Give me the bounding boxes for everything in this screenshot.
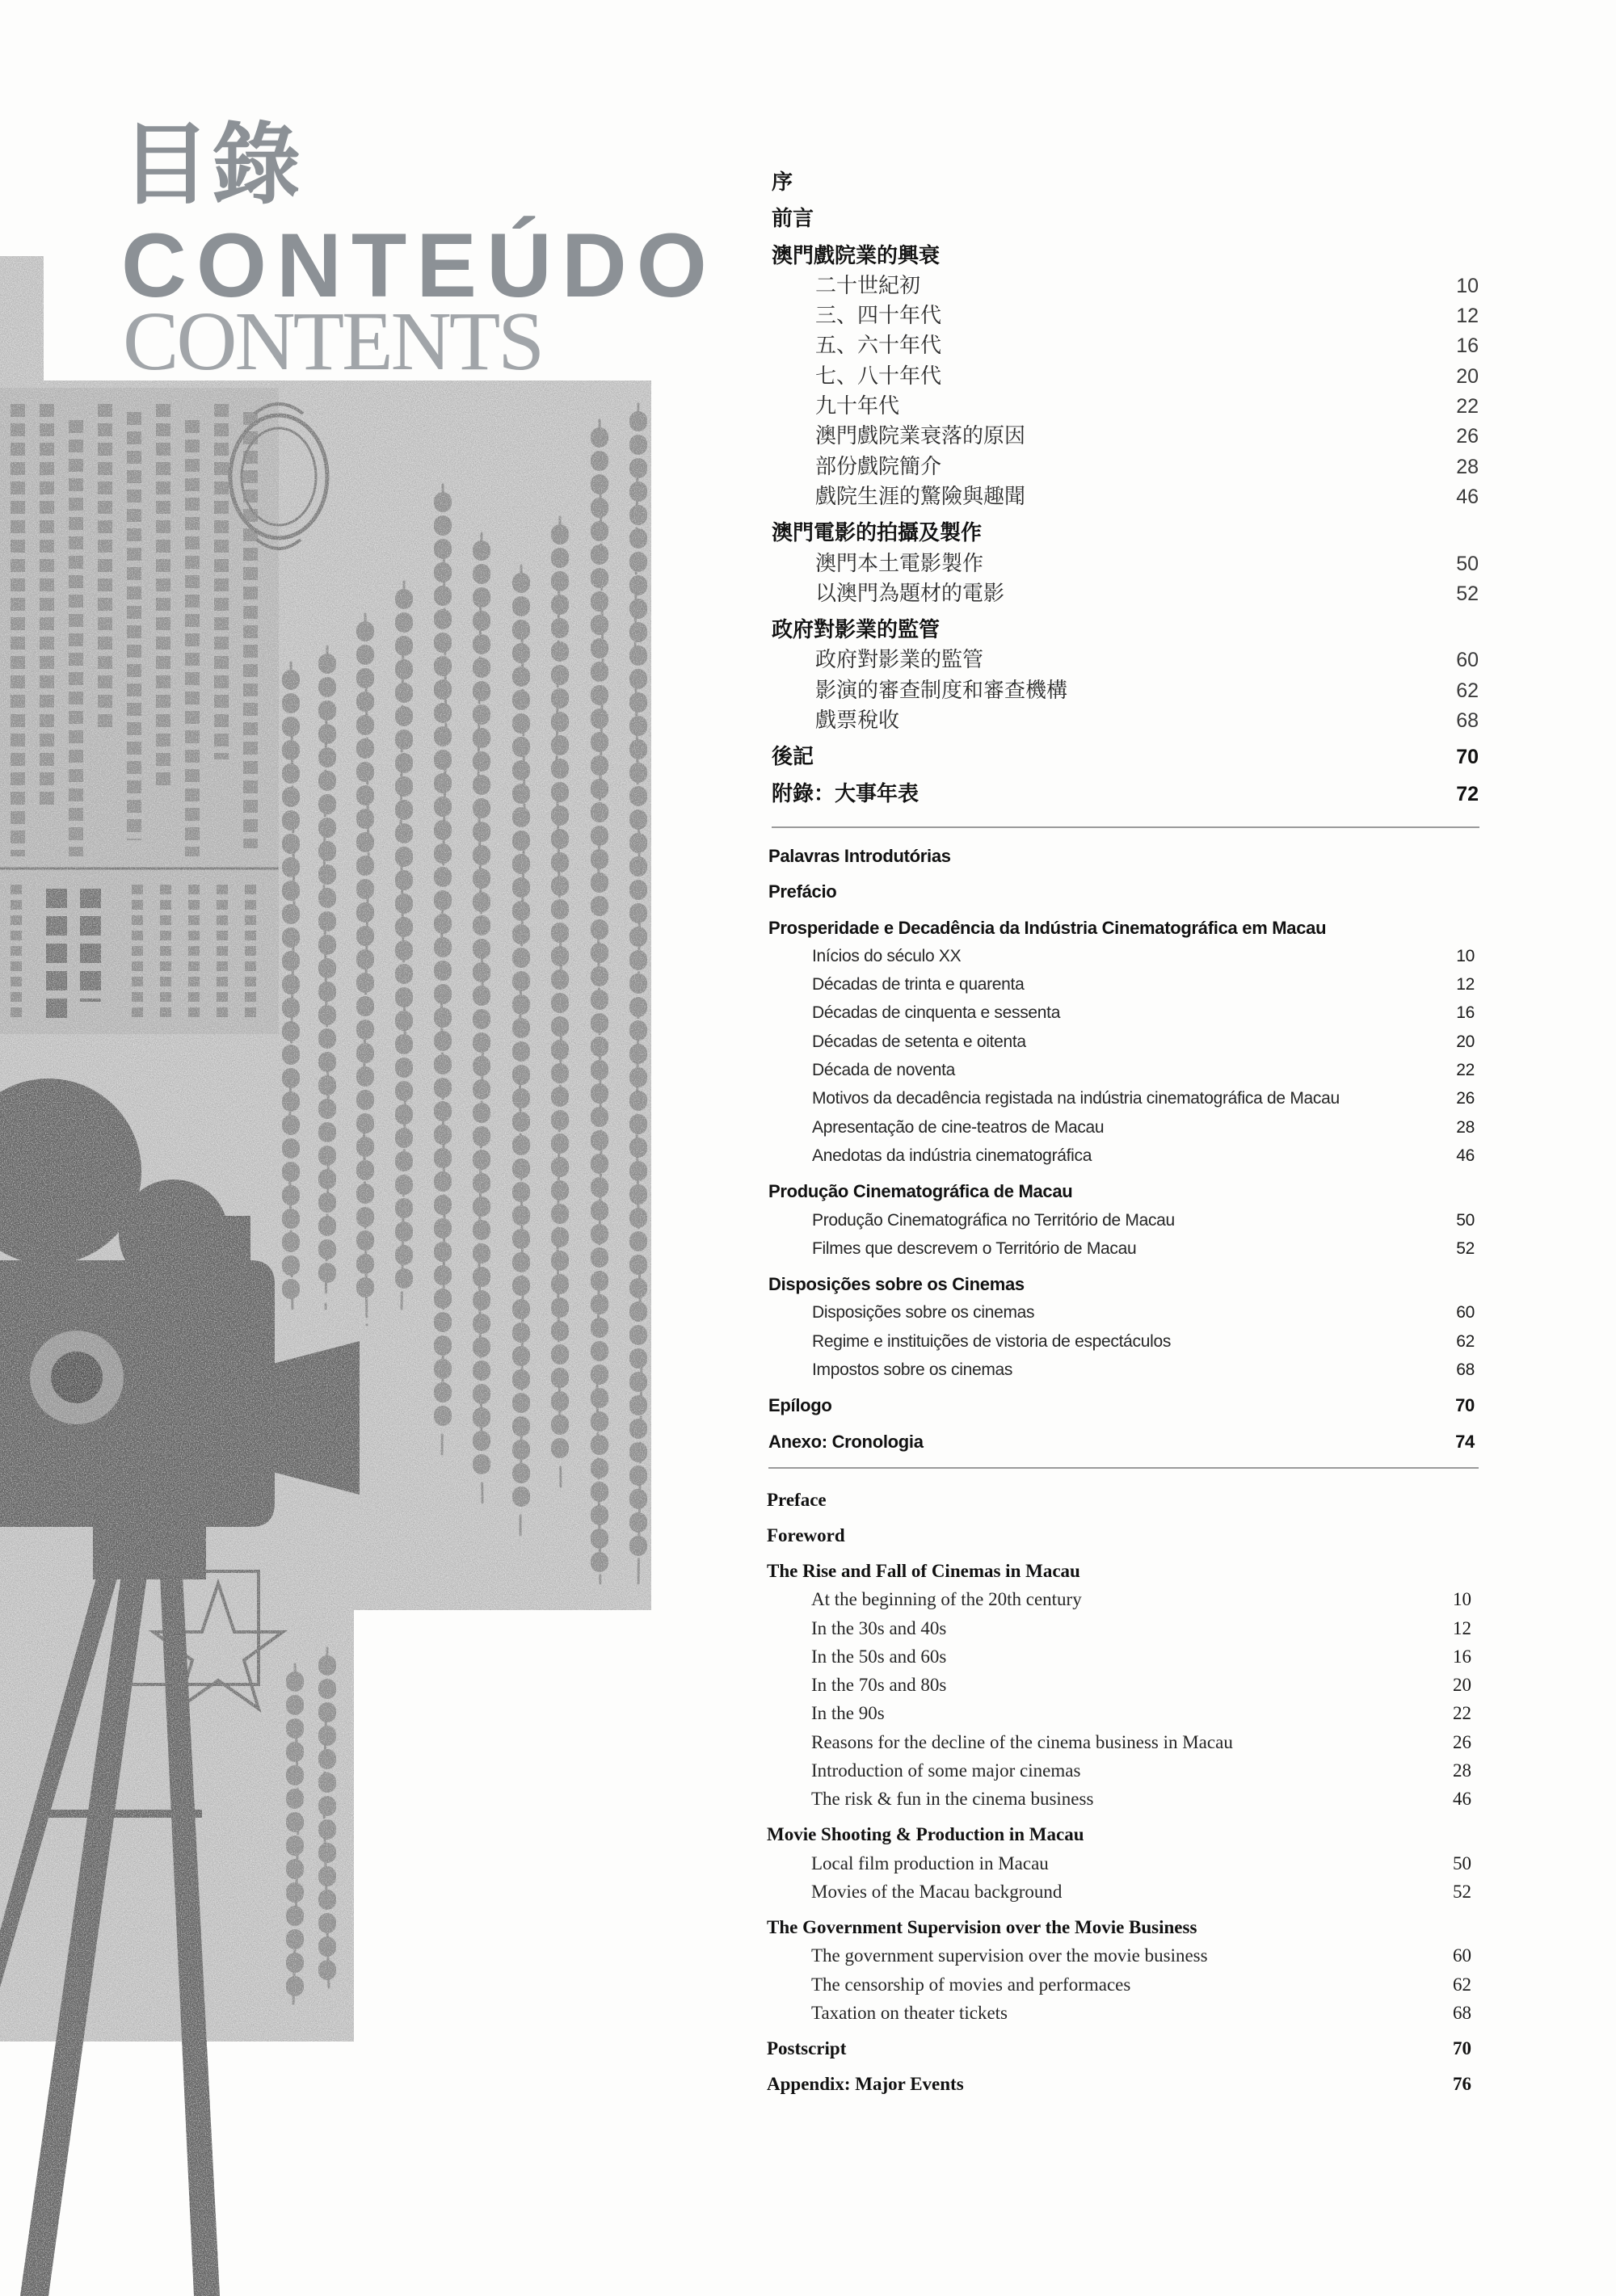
toc-entry-label: 澳門戲院業衰落的原因 bbox=[815, 424, 1026, 449]
toc-heading-row bbox=[768, 877, 1475, 906]
toc-heading-label: Preface bbox=[767, 1490, 827, 1510]
toc-entry-label: In the 50s and 60s bbox=[811, 1646, 947, 1667]
toc-entry-row bbox=[767, 1756, 1471, 1785]
toc-heading-label: 序 bbox=[772, 170, 793, 195]
toc-heading-row bbox=[768, 914, 1475, 942]
toc-heading-label: Anexo: Cronologia bbox=[768, 1431, 924, 1452]
contents-title-english: CONTENTS bbox=[123, 295, 543, 388]
toc-entry-row bbox=[772, 331, 1479, 361]
toc-entry-label: Décadas de setenta e oitenta bbox=[812, 1032, 1026, 1051]
page-number: 16 bbox=[1456, 1003, 1475, 1023]
toc-heading-label: 澳門電影的拍攝及製作 bbox=[772, 521, 983, 546]
toc-entry-label: 戲票稅收 bbox=[815, 709, 900, 734]
toc-entry-label: Anedotas da indústria cinematográfica bbox=[812, 1146, 1092, 1165]
toc-entry-label: Décadas de cinquenta e sessenta bbox=[812, 1003, 1061, 1023]
toc-entry-row bbox=[772, 482, 1479, 512]
toc-heading-label: 政府對影業的監管 bbox=[772, 618, 941, 643]
page-number: 22 bbox=[1453, 1703, 1471, 1724]
page-number: 20 bbox=[1456, 364, 1479, 388]
toc-entry-label: In the 70s and 80s bbox=[811, 1675, 947, 1696]
page-number: 60 bbox=[1456, 1303, 1475, 1323]
toc-heading-label: The Government Supervision over the Movie Business bbox=[767, 1916, 1197, 1937]
toc-entry-label: In the 30s and 40s bbox=[811, 1617, 947, 1638]
toc-entry-label: 七、八十年代 bbox=[815, 364, 942, 389]
toc-heading-row bbox=[768, 1391, 1475, 1419]
toc-entry-label: Taxation on theater tickets bbox=[811, 2002, 1008, 2023]
toc-entry-row bbox=[767, 1728, 1471, 1756]
toc-entry-row bbox=[767, 1585, 1471, 1613]
page-number: 12 bbox=[1456, 975, 1475, 995]
page-number: 12 bbox=[1453, 1617, 1471, 1638]
toc-heading-row bbox=[768, 1270, 1475, 1298]
newspaper-clipping bbox=[0, 388, 279, 1034]
toc-heading-label: 前言 bbox=[772, 207, 814, 232]
toc-entry-row bbox=[772, 579, 1479, 609]
toc-entry-row bbox=[768, 1142, 1475, 1170]
toc-entry-row bbox=[767, 1849, 1471, 1878]
toc-entry-label: 以澳門為題材的電影 bbox=[815, 581, 1005, 606]
section-divider bbox=[768, 1467, 1479, 1469]
toc-entry-label: At the beginning of the 20th century bbox=[811, 1589, 1082, 1610]
toc-entry-label: Local film production in Macau bbox=[811, 1852, 1049, 1873]
page-number: 46 bbox=[1453, 1789, 1471, 1810]
toc-heading-label: The Rise and Fall of Cinemas in Macau bbox=[767, 1560, 1080, 1581]
toc-entry-label: The censorship of movies and performaces bbox=[811, 1974, 1131, 1995]
toc-entry-row bbox=[767, 1878, 1471, 1906]
page-number: 70 bbox=[1456, 746, 1479, 769]
toc-entry-row bbox=[767, 1614, 1471, 1642]
toc-portuguese bbox=[768, 842, 1475, 1456]
toc-entry-row bbox=[768, 1327, 1475, 1356]
page-number: 10 bbox=[1456, 946, 1475, 965]
toc-entry-label: Movies of the Macau background bbox=[811, 1881, 1063, 1902]
page-number: 62 bbox=[1456, 679, 1479, 702]
toc-entry-row bbox=[768, 1056, 1475, 1084]
page-number: 26 bbox=[1453, 1731, 1471, 1752]
toc-heading-label: Produção Cinematográfica de Macau bbox=[768, 1181, 1073, 1202]
toc-entry-row bbox=[768, 1206, 1475, 1234]
toc-heading-label: Foreword bbox=[767, 1524, 845, 1545]
toc-heading-row bbox=[768, 842, 1475, 870]
page-number: 46 bbox=[1456, 485, 1479, 508]
toc-english bbox=[767, 1486, 1471, 2098]
toc-entry-label: 三、四十年代 bbox=[815, 304, 942, 329]
toc-heading-label: Movie Shooting & Production in Macau bbox=[767, 1824, 1084, 1845]
toc-heading-row bbox=[767, 1557, 1471, 1585]
toc-entry-label: Introduction of some major cinemas bbox=[811, 1760, 1081, 1781]
page-number: 68 bbox=[1453, 2002, 1471, 2023]
page-number: 12 bbox=[1456, 305, 1479, 328]
toc-heading-row bbox=[767, 2070, 1471, 2098]
toc-heading-row bbox=[772, 168, 1479, 198]
toc-entry-label: Década de noventa bbox=[812, 1061, 956, 1080]
page-number: 20 bbox=[1453, 1675, 1471, 1696]
toc-entry-label: 戲院生涯的驚險與趣聞 bbox=[815, 484, 1026, 509]
toc-heading-row bbox=[767, 1820, 1471, 1848]
toc-heading-label: 附錄：大事年表 bbox=[772, 781, 920, 806]
toc-entry-label: 部份戲院簡介 bbox=[815, 454, 942, 479]
page-number: 28 bbox=[1456, 455, 1479, 478]
toc-heading-row bbox=[772, 616, 1479, 645]
toc-entry-label: Inícios do século XX bbox=[812, 946, 962, 965]
page-number: 16 bbox=[1456, 334, 1479, 358]
toc-heading-label: Appendix: Major Events bbox=[767, 2073, 964, 2094]
toc-heading-label: 後記 bbox=[772, 745, 814, 770]
page-number: 70 bbox=[1455, 1395, 1475, 1416]
page-number: 52 bbox=[1453, 1881, 1471, 1902]
toc-entry-label: Motivos da decadência registada na indústria cinematográfica de Macau bbox=[812, 1089, 1340, 1108]
page-number: 46 bbox=[1456, 1146, 1475, 1165]
toc-entry-row bbox=[768, 1298, 1475, 1327]
toc-entry-label: Décadas de trinta e quarenta bbox=[812, 975, 1025, 995]
page-number: 28 bbox=[1456, 1117, 1475, 1137]
toc-entry-row bbox=[772, 392, 1479, 422]
toc-entry-row bbox=[768, 942, 1475, 970]
page-number: 52 bbox=[1456, 1238, 1475, 1258]
page-number: 26 bbox=[1456, 1089, 1475, 1108]
toc-heading-row bbox=[772, 242, 1479, 271]
page-number: 50 bbox=[1453, 1852, 1471, 1873]
page-number: 10 bbox=[1456, 274, 1479, 297]
page-number: 52 bbox=[1456, 582, 1479, 605]
page-number: 60 bbox=[1456, 649, 1479, 672]
toc-entry-label: Reasons for the decline of the cinema business in Macau bbox=[811, 1731, 1233, 1752]
toc-heading-row bbox=[767, 1486, 1471, 1514]
page-number: 62 bbox=[1456, 1331, 1475, 1351]
page-number: 74 bbox=[1455, 1431, 1475, 1452]
toc-chinese bbox=[772, 168, 1479, 809]
toc-entry-row bbox=[768, 1234, 1475, 1263]
toc-entry-label: 九十年代 bbox=[815, 394, 900, 419]
toc-heading-label: 澳門戲院業的興衰 bbox=[772, 243, 941, 268]
toc-entry-row bbox=[768, 999, 1475, 1027]
toc-heading-label: Prosperidade e Decadência da Indústria Cinematográfica em Macau bbox=[768, 917, 1327, 938]
page-number: 76 bbox=[1453, 2073, 1471, 2094]
toc-heading-row bbox=[767, 1913, 1471, 1941]
toc-entry-row bbox=[767, 1642, 1471, 1671]
toc-heading-row bbox=[772, 742, 1479, 772]
toc-entry-row bbox=[768, 970, 1475, 999]
contents-title-chinese: 目錄 bbox=[121, 113, 302, 217]
section-divider bbox=[772, 826, 1479, 828]
toc-entry-label: Impostos sobre os cinemas bbox=[812, 1360, 1013, 1380]
toc-entry-label: The government supervision over the movie business bbox=[811, 1945, 1208, 1966]
toc-entry-label: Regime e instituições de vistoria de espectáculos bbox=[812, 1331, 1172, 1351]
toc-heading-row bbox=[772, 519, 1479, 549]
page-number: 26 bbox=[1456, 425, 1479, 448]
page-number: 72 bbox=[1456, 782, 1479, 805]
page-number: 68 bbox=[1456, 709, 1479, 733]
toc-entry-label: Disposições sobre os cinemas bbox=[812, 1303, 1035, 1323]
toc-entry-label: 二十世紀初 bbox=[815, 273, 921, 298]
toc-entry-label: Filmes que descrevem o Território de Macau bbox=[812, 1238, 1137, 1258]
toc-entry-label: 影演的審查制度和審查機構 bbox=[815, 678, 1068, 703]
toc-entry-row bbox=[768, 1084, 1475, 1112]
toc-entry-row bbox=[768, 1356, 1475, 1384]
toc-entry-row bbox=[772, 676, 1479, 706]
toc-entry-row bbox=[767, 1785, 1471, 1813]
toc-entry-label: In the 90s bbox=[811, 1703, 885, 1724]
toc-heading-label: Epílogo bbox=[768, 1395, 832, 1416]
toc-heading-row bbox=[768, 1428, 1475, 1456]
page-number: 50 bbox=[1456, 552, 1479, 575]
toc-heading-label: Palavras Introdutórias bbox=[768, 846, 951, 866]
toc-entry-label: 五、六十年代 bbox=[815, 334, 942, 359]
toc-heading-row bbox=[772, 204, 1479, 234]
toc-entry-label: The risk & fun in the cinema business bbox=[811, 1789, 1094, 1810]
toc-entry-label: 澳門本土電影製作 bbox=[815, 551, 984, 576]
toc-entry-row bbox=[772, 301, 1479, 331]
toc-heading-row bbox=[767, 2034, 1471, 2063]
page-number: 16 bbox=[1453, 1646, 1471, 1667]
page-number: 22 bbox=[1456, 1061, 1475, 1080]
toc-entry-row bbox=[767, 1671, 1471, 1699]
toc-entry-row bbox=[772, 452, 1479, 482]
toc-heading-row bbox=[767, 1521, 1471, 1550]
page-number: 22 bbox=[1456, 395, 1479, 418]
toc-entry-label: Apresentação de cine-teatros de Macau bbox=[812, 1117, 1105, 1137]
page-number: 20 bbox=[1456, 1032, 1475, 1051]
page-number: 70 bbox=[1453, 2037, 1471, 2058]
toc-entry-row bbox=[772, 706, 1479, 736]
page-number: 50 bbox=[1456, 1210, 1475, 1230]
toc-heading-label: Disposições sobre os Cinemas bbox=[768, 1274, 1025, 1295]
toc-entry-row bbox=[772, 271, 1479, 301]
page-number: 28 bbox=[1453, 1760, 1471, 1781]
toc-heading-label: Prefácio bbox=[768, 881, 837, 902]
toc-entry-row bbox=[772, 422, 1479, 452]
page-number: 68 bbox=[1456, 1360, 1475, 1380]
page-number: 10 bbox=[1453, 1589, 1471, 1610]
contents-title-portuguese: CONTEÚDO bbox=[121, 215, 717, 316]
toc-entry-row bbox=[772, 549, 1479, 579]
toc-entry-row bbox=[767, 1941, 1471, 1970]
toc-heading-label: Postscript bbox=[767, 2037, 847, 2058]
toc-entry-row bbox=[767, 1970, 1471, 1999]
toc-entry-row bbox=[767, 1699, 1471, 1727]
toc-entry-label: 政府對影業的監管 bbox=[815, 648, 984, 673]
page-number: 62 bbox=[1453, 1974, 1471, 1995]
toc-entry-row bbox=[767, 1999, 1471, 2027]
toc-heading-row bbox=[772, 780, 1479, 809]
toc-entry-row bbox=[772, 645, 1479, 675]
toc-entry-row bbox=[772, 362, 1479, 392]
toc-entry-row bbox=[768, 1028, 1475, 1056]
page-number: 60 bbox=[1453, 1945, 1471, 1966]
toc-entry-row bbox=[768, 1113, 1475, 1142]
toc-heading-row bbox=[768, 1177, 1475, 1205]
toc-entry-label: Produção Cinematográfica no Território de Macau bbox=[812, 1210, 1175, 1230]
